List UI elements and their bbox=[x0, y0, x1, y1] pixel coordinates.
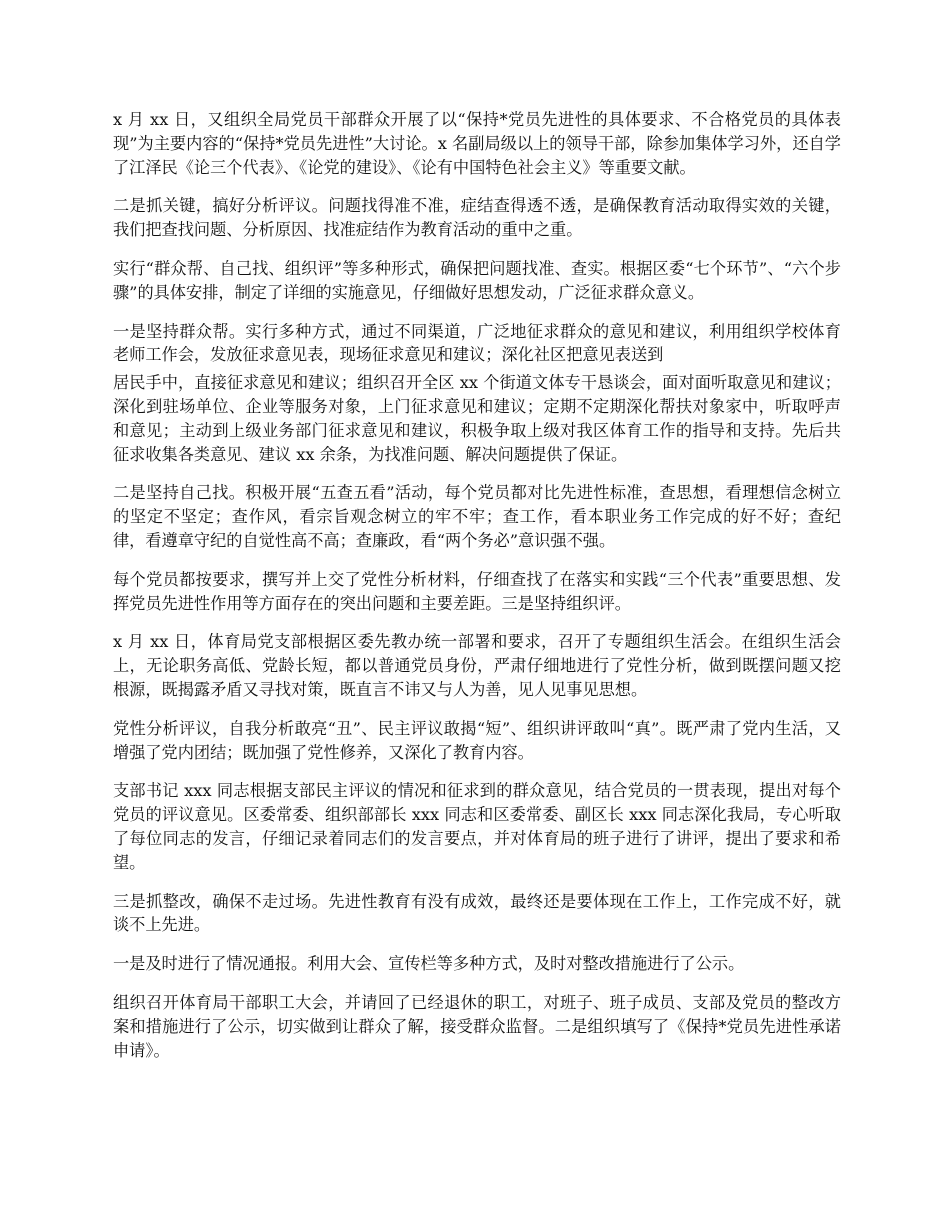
paragraph-6: 二是坚持自己找。积极开展“五查五看”活动，每个党员都对比先进性标准，查思想，看理想信念树立的坚定不坚定；查作风，看宗旨观念树立的牢不牢；查工作，看本职业务工作完成的好不好；查纪律，看遵章守纪的自觉性高不高；查廉政，看“两个务必”意识强不强。 bbox=[113, 483, 841, 550]
paragraph-3: 实行“群众帮、自己找、组织评”等多种形式，确保把问题找准、查实。根据区委“七个环节”、“六个步骤”的具体安排，制定了详细的实施意见，仔细做好思想发动，广泛征求群众意义。 bbox=[113, 258, 841, 302]
paragraph-9: 党性分析评议，自我分析敢亮“丑”、民主评议敢揭“短”、组织讲评敢叫“真”。既严肃了党内生活，又增强了党内团结；既加强了党性修养，又深化了教育内容。 bbox=[113, 718, 841, 762]
paragraph-11: 三是抓整改，确保不走过场。先进性教育有没有成效，最终还是要体现在工作上，工作完成不好，就谈不上先进。 bbox=[113, 891, 841, 935]
paragraph-12: 一是及时进行了情况通报。利用大会、宣传栏等多种方式，及时对整改措施进行了公示。 bbox=[113, 954, 745, 974]
paragraph-7: 每个党员都按要求，撰写并上交了党性分析材料，仔细查找了在落实和实践“三个代表”重要思想、发挥党员先进性作用等方面存在的突出问题和主要差距。三是坚持组织评。 bbox=[113, 569, 841, 613]
paragraph-5: 居民手中，直接征求意见和建议；组织召开全区 xx 个街道文体专干恳谈会，面对面听取意见和建议；深化到驻场单位、企业等服务对象，上门征求意见和建议；定期不定期深化帮扶对象家中，听取呼声和意见；主动到上级业务部门征求意见和建议，积极争取上级对我区体育工作的指导和支持。先后共征求收集各类意见、建议 xx 余条，为找准问题、解决问题提供了保证。 bbox=[113, 373, 841, 464]
paragraph-2: 二是抓关键，搞好分析评议。问题找得准不准，症结查得透不透，是确保教育活动取得实效的关键，我们把查找问题、分析原因、找准症结作为教育活动的重中之重。 bbox=[113, 196, 841, 240]
paragraph-1: x 月 xx 日，又组织全局党员干部群众开展了以“保持*党员先进性的具体要求、不合格党员的具体表现”为主要内容的“保持*党员先进性”大讨论。x 名副局级以上的领导干部，除参加集体学习外，还自学了江泽民《论三个代表》、《论党的建设》、《论有中国特色社会主义》等重要文献。 bbox=[113, 110, 841, 177]
document-body bbox=[113, 108, 841, 1077]
paragraph-10: 支部书记 xxx 同志根据支部民主评议的情况和征求到的群众意见，结合党员的一贯表现，提出对每个党员的评议意见。区委常委、组织部部长 xxx 同志和区委常委、副区长 xxx 同志深化我局，专心听取了每位同志的发言，仔细记录着同志们的发言要点，并对体育局的班子进行了讲评，提出了要求和希望。 bbox=[113, 781, 841, 872]
paragraph-13: 组织召开体育局干部职工大会，并请回了已经退休的职工，对班子、班子成员、支部及党员的整改方案和措施进行了公示，切实做到让群众了解，接受群众监督。二是组织填写了《保持*党员先进性承诺申请》。 bbox=[113, 992, 841, 1060]
paragraph-8: x 月 xx 日，体育局党支部根据区委先教办统一部署和要求，召开了专题组织生活会。在组织生活会上，无论职务高低、党龄长短，都以普通党员身份，严肃仔细地进行了党性分析，做到既摆问题又挖根源，既揭露矛盾又寻找对策，既直言不讳又与人为善，见人见事见思想。 bbox=[113, 632, 841, 699]
paragraph-4: 一是坚持群众帮。实行多种方式，通过不同渠道，广泛地征求群众的意见和建议，利用组织学校体育老师工作会，发放征求意见表，现场征求意见和建议；深化社区把意见表送到 bbox=[113, 321, 841, 365]
